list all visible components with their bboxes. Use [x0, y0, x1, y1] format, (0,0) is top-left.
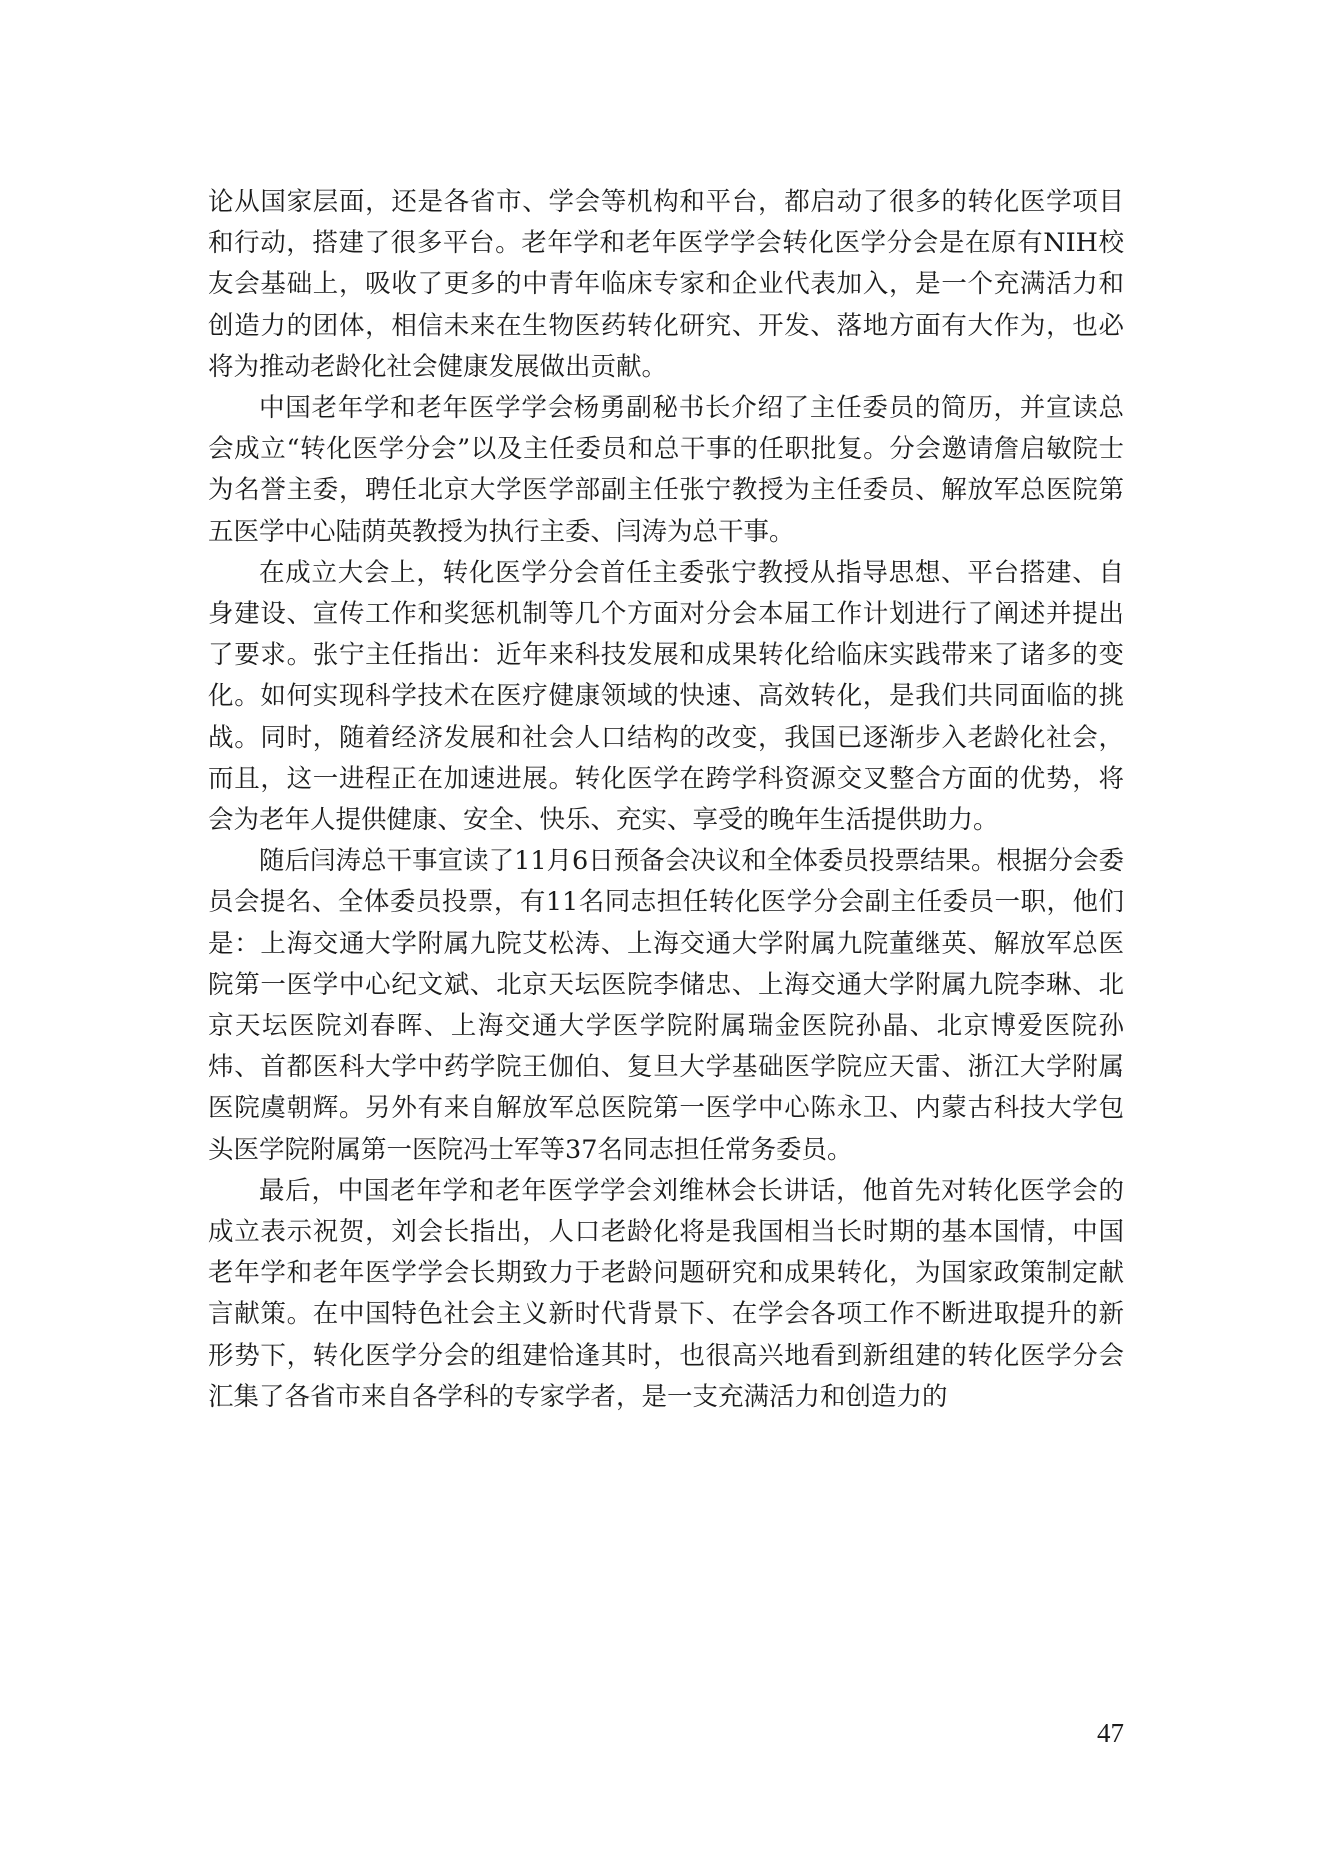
paragraph-appointment: 中国老年学和老年医学学会杨勇副秘书长介绍了主任委员的简历，并宣读总会成立“转化医学分会”以及主任委员和总干事的任职批复。分会邀请詹启敏院士为名誉主委，聘任北京大学医学部副主任张宁教授为主任委员、解放军总医院第五医学中心陆荫英教授为执行主委、闫涛为总干事。	[208, 393, 1124, 547]
page-number: 47	[1097, 1718, 1124, 1748]
paragraph-chair-speech: 在成立大会上，转化医学分会首任主委张宁教授从指导思想、平台搭建、自身建设、宣传工作和奖惩机制等几个方面对分会本届工作计划进行了阐述并提出了要求。张宁主任指出：近年来科技发展和成果转化给临床实践带来了诸多的变化。如何实现科学技术在医疗健康领域的快速、高效转化，是我们共同面临的挑战。同时，随着经济发展和社会人口结构的改变，我国已逐渐步入老龄化社会，而且，这一进程正在加速进展。转化医学在跨学科资源交叉整合方面的优势，将会为老年人提供健康、安全、快乐、充实、享受的晚年生活提供助力。	[208, 557, 1124, 836]
body-text	[208, 182, 1124, 1418]
paragraph-continuation: 论从国家层面，还是各省市、学会等机构和平台，都启动了很多的转化医学项目和行动，搭建了很多平台。老年学和老年医学学会转化医学分会是在原有NIH校友会基础上，吸收了更多的中青年临床专家和企业代表加入，是一个充满活力和创造力的团体，相信未来在生物医药转化研究、开发、落地方面有大作为，也必将为推动老龄化社会健康发展做出贡献。	[208, 187, 1124, 382]
paragraph-president-speech: 最后，中国老年学和老年医学学会刘维林会长讲话，他首先对转化医学会的成立表示祝贺，刘会长指出，人口老龄化将是我国相当长时期的基本国情，中国老年学和老年医学学会长期致力于老龄问题研究和成果转化，为国家政策制定献言献策。在中国特色社会主义新时代背景下、在学会各项工作不断进取提升的新形势下，转化医学分会的组建恰逢其时，也很高兴地看到新组建的转化医学分会汇集了各省市来自各学科的专家学者，是一支充满活力和创造力的	[208, 1175, 1124, 1412]
paragraph-vote-results: 随后闫涛总干事宣读了11月6日预备会决议和全体委员投票结果。根据分会委员会提名、全体委员投票，有11名同志担任转化医学分会副主任委员一职，他们是：上海交通大学附属九院艾松涛、上海交通大学附属九院董继英、解放军总医院第一医学中心纪文斌、北京天坛医院李储忠、上海交通大学附属九院李琳、北京天坛医院刘春晖、上海交通大学医学院附属瑞金医院孙晶、北京博爱医院孙炜、首都医科大学中药学院王伽伯、复旦大学基础医学院应天雷、浙江大学附属医院虞朝辉。另外有来自解放军总医院第一医学中心陈永卫、内蒙古科技大学包头医学院附属第一医院冯士军等37名同志担任常务委员。	[208, 846, 1124, 1165]
